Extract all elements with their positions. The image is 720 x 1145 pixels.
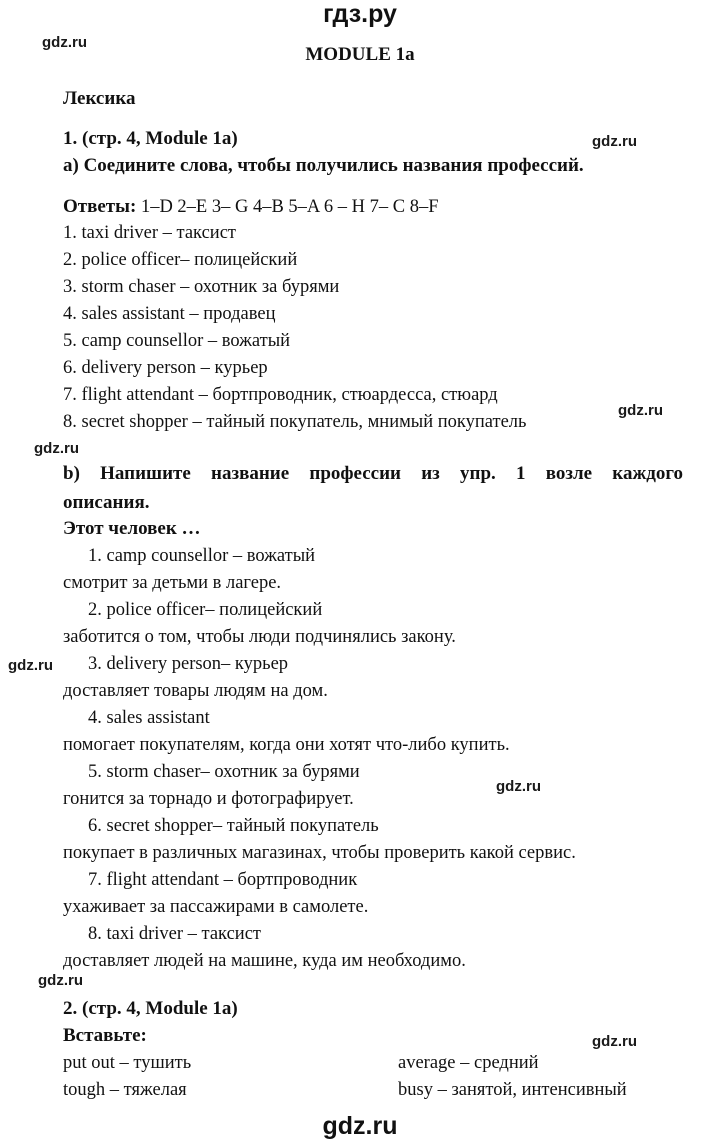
vocab-item: 8. secret shopper – тайный покупатель, мнимый покупатель [63,412,527,432]
word-left: tough – тяжелая [63,1080,187,1100]
vocab-item: 2. police officer– полицейский [63,250,298,270]
description-text: заботится о том, чтобы люди подчинялись закону. [63,627,456,647]
description-term: 8. taxi driver – таксист [88,924,261,944]
task1-header: 1. (стр. 4, Module 1a) [63,128,238,149]
task1-subtitle-b-cont: описания. [63,492,150,513]
vocab-item: 4. sales assistant – продавец [63,304,276,324]
description-term: 6. secret shopper– тайный покупатель [88,816,379,836]
description-term: 7. flight attendant – бортпроводник [88,870,358,890]
description-text: помогает покупателям, когда они хотят что-либо купить. [63,735,510,755]
description-term: 3. delivery person– курьер [88,654,289,674]
watermark: gdz.ru [38,972,83,989]
module-title: MODULE 1a [305,44,415,65]
watermark: gdz.ru [34,440,79,457]
word-right: busy – занятой, интенсивный [398,1080,627,1100]
site-title: гдз.ру [323,0,397,28]
answers-value: 1–D 2–E 3– G 4–B 5–A 6 – H 7– C 8–F [140,197,439,217]
description-text: гонится за торнадо и фотографирует. [63,789,354,809]
word-right: average – средний [398,1053,539,1073]
watermark: gdz.ru [618,402,663,419]
task1-subtitle-a: a) Соедините слова, чтобы получились названия профессий. [63,155,584,176]
task2-subtitle: Вставьте: [63,1025,147,1046]
description-text: ухаживает за пассажирами в самолете. [63,897,369,917]
task1-subtitle-b: b) Напишите название профессии из упр. 1 возле каждого [63,463,683,484]
description-term: 4. sales assistant [88,708,210,728]
answers-line [63,196,439,218]
answers-label: Ответы: [63,196,137,217]
description-text: смотрит за детьми в лагере. [63,573,282,593]
site-footer: gdz.ru [322,1112,398,1140]
description-text: доставляет людей на машине, куда им необходимо. [63,951,466,971]
vocab-item: 7. flight attendant – бортпроводник, стюардесса, стюард [63,385,498,405]
vocab-item: 3. storm chaser – охотник за бурями [63,277,340,297]
this-person-label: Этот человек … [63,518,201,539]
watermark: gdz.ru [8,657,53,674]
watermark: gdz.ru [42,34,87,51]
description-term: 1. camp counsellor – вожатый [88,546,316,566]
watermark: gdz.ru [496,778,541,795]
vocab-item: 5. camp counsellor – вожатый [63,331,291,351]
watermark: gdz.ru [592,133,637,150]
watermark: gdz.ru [592,1033,637,1050]
task2-header: 2. (стр. 4, Module 1a) [63,998,238,1019]
description-term: 5. storm chaser– охотник за бурями [88,762,360,782]
description-text: доставляет товары людям на дом. [63,681,328,701]
vocab-item: 1. taxi driver – таксист [63,223,236,243]
word-left: put out – тушить [63,1053,192,1073]
vocab-item: 6. delivery person – курьер [63,358,268,378]
description-text: покупает в различных магазинах, чтобы проверить какой сервис. [63,843,576,863]
description-term: 2. police officer– полицейский [88,600,323,620]
section-title: Лексика [63,88,136,109]
